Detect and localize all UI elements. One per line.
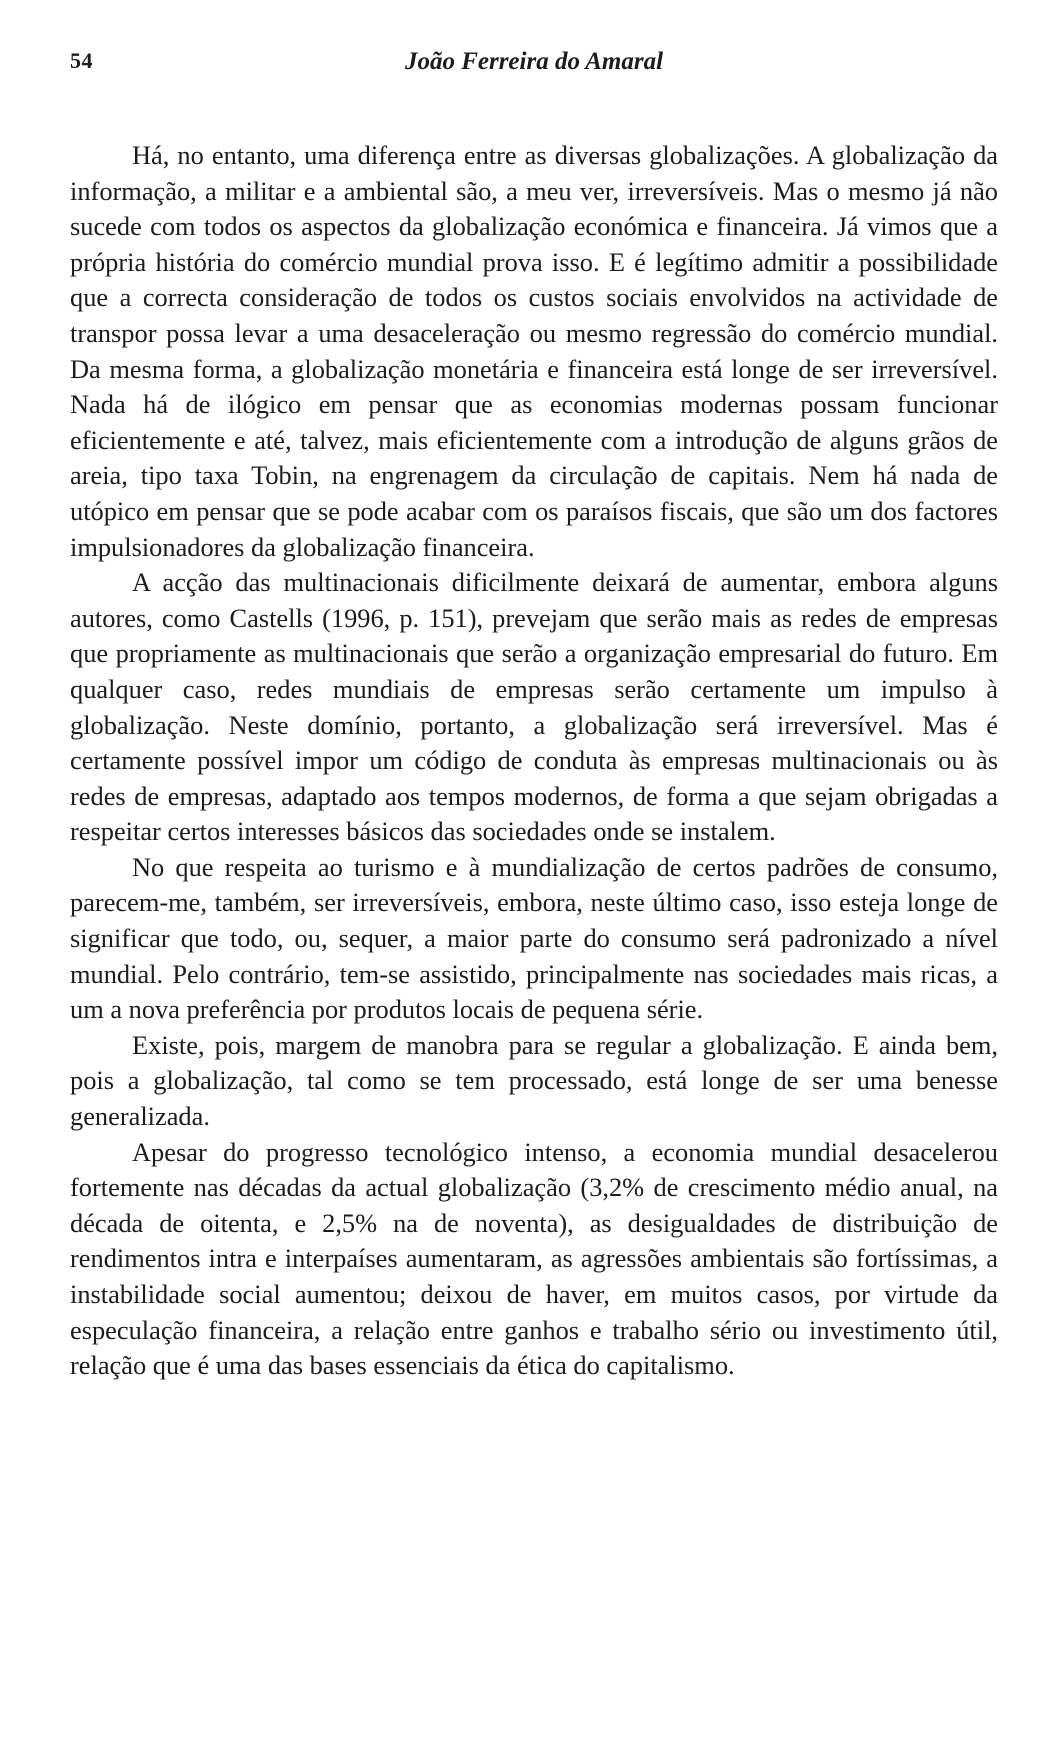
- paragraph: Apesar do progresso tecnológico intenso, a economia mundial desacelerou fortemente nas décadas da actual globalização (3,2% de crescimento médio anual, na década de oitenta, e 2,5% na de noventa), as desigualdades de distribuição de rendimentos intra e interpaíses aumentaram, as agressões ambientais são fortíssimas, a instabilidade social aumentou; deixou de haver, em muitos casos, por virtude da especulação financeira, a relação entre ganhos e trabalho sério ou investimento útil, relação que é uma das bases essenciais da ética do capitalismo.: [70, 1136, 998, 1381]
- paragraph: No que respeita ao turismo e à mundialização de certos padrões de consumo, parecem-me, também, ser irreversíveis, embora, neste último caso, isso esteja longe de significar que todo, ou, sequer, a maior parte do consumo será padronizado a nível mundial. Pelo contrário, tem-se assistido, principalmente nas sociedades mais ricas, a um a nova preferência por produtos locais de pequena série.: [70, 851, 998, 1025]
- paragraph: Existe, pois, margem de manobra para se regular a globalização. E ainda bem, pois a globalização, tal como se tem processado, está longe de ser uma benesse generalizada.: [70, 1029, 998, 1132]
- running-head: João Ferreira do Amaral: [404, 48, 664, 75]
- body-text: [70, 138, 998, 1384]
- paragraph: A acção das multinacionais dificilmente deixará de aumentar, embora alguns autores, como Castells (1996, p. 151), prevejam que serão mais as redes de empresas que propriamente as multinacionais que serão a organização empresarial do futuro. Em qualquer caso, redes mundiais de empresas serão certamente um impulso à globalização. Neste domínio, portanto, a globalização será irreversível. Mas é certamente possível impor um código de conduta às empresas multinacionais ou às redes de empresas, adaptado aos tempos modernos, de forma a que sejam obrigadas a respeitar certos interesses básicos das sociedades onde se instalem.: [70, 567, 998, 847]
- paragraph: Há, no entanto, uma diferença entre as diversas globalizações. A globalização da informação, a militar e a ambiental são, a meu ver, irreversíveis. Mas o mesmo já não sucede com todos os aspectos da globalização económica e financeira. Já vimos que a própria história do comércio mundial prova isso. E é legítimo admitir a possibilidade que a correcta consideração de todos os custos sociais envolvidos na actividade de transpor possa levar a uma desaceleração ou mesmo regressão do comércio mundial. Da mesma forma, a globalização monetária e financeira está longe de ser irreversível. Nada há de ilógico em pensar que as economias modernas possam funcionar eficientemente e até, talvez, mais eficientemente com a introdução de alguns grãos de areia, tipo taxa Tobin, na engrenagem da circulação de capitais. Nem há nada de utópico em pensar que se pode acabar com os paraísos fiscais, que são um dos factores impulsionadores da globalização financeira.: [70, 140, 998, 562]
- page-header: [70, 48, 998, 84]
- page-number: 54: [70, 48, 93, 73]
